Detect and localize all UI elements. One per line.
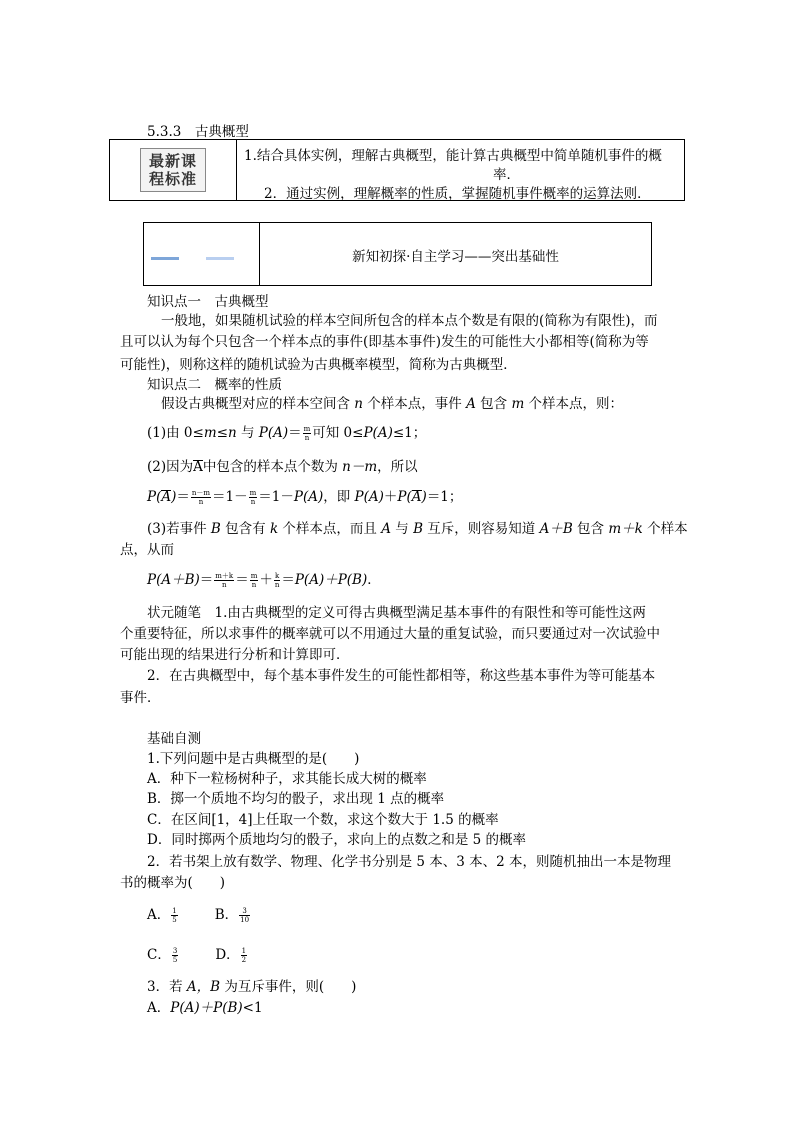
banner-stripe-2 [206, 257, 234, 260]
fraction-m-over-n: $\frac{m}{n}$ [303, 425, 311, 442]
note-line-5: 事件． [120, 690, 161, 706]
standards-text-cell [237, 140, 685, 201]
question-3-option-a: A．P(A)＋P(B)<1 [147, 1000, 263, 1016]
k1-heading: 知识点一 古典概型 [147, 294, 269, 310]
question-2-options-cd: C． $\frac{3}{5}$ D． $\frac{1}{2}$ [147, 947, 247, 964]
question-1: 1.下列问题中是古典概型的是( ) [147, 751, 360, 767]
note-line-3: 可能出现的结果进行分析和计算即可． [120, 647, 350, 663]
k2-item-2-formula: P(A)＝ $\frac{n-m}{n}$ ＝1－ $\frac{m}{n}$ ＝1－P(A)，即 P(A)＋P(A)＝1； [147, 489, 463, 506]
question-2-line-2: 书的概率为( ) [120, 875, 226, 891]
badge-line-2: 程标准 [148, 170, 197, 188]
banner-title: 新知初探·自主学习——突出基础性 [352, 249, 559, 265]
section-banner [143, 222, 652, 286]
k2-item-3: (3)若事件 B 包含有 k 个样本点，而且 A 与 B 互斥，则容易知道 A＋B 包含 m＋k 个样本 [147, 521, 688, 537]
fraction-1-5: $\frac{1}{5}$ [172, 907, 177, 924]
fraction-m-over-n-2: $\frac{m}{n}$ [249, 489, 257, 506]
fraction-n-minus-m-over-n: $\frac{n-m}{n}$ [191, 489, 211, 506]
question-1-option-a: A．种下一粒杨树种子，求其能长成大树的概率 [147, 771, 427, 787]
curriculum-standards-table [109, 139, 685, 201]
k1-para-line-3: 可能性)，则称这样的随机试验为古典概率模型，简称为古典概型． [120, 357, 517, 373]
k1-para-line-2: 且可以认为每个只包含一个样本点的事件(即基本事件)发生的可能性大小都相等(简称为等 [120, 334, 649, 350]
note-line-1: 状元随笔 1.由古典概型的定义可得古典概型满足基本事件的有限性和等可能性这两 [147, 605, 646, 621]
question-2-line-1: 2．若书架上放有数学、物理、化学书分别是 5 本、3 本、2 本，则随机抽出一本是物理 [147, 854, 672, 870]
k2-heading: 知识点二 概率的性质 [147, 377, 282, 393]
badge-line-1: 最新课 [148, 152, 197, 170]
question-2-options-ab: A． $\frac{1}{5}$ B． $\frac{3}{10}$ [147, 907, 250, 924]
curriculum-standards-badge [140, 148, 206, 192]
fraction-3-5: $\frac{3}{5}$ [172, 947, 178, 964]
standard-1-cont: 率． [493, 167, 520, 183]
question-1-option-d: D．同时掷两个质地均匀的骰子，求向上的点数之和是 5 的概率 [147, 832, 526, 848]
note-line-2: 个重要特征，所以求事件的概率就可以不用通过大量的重复试验，而只要通过对一次试验中 [120, 626, 660, 642]
k2-item-2: (2)因为A中包含的样本点个数为 n－m，所以 [147, 459, 418, 475]
fraction-1-2: $\frac{1}{2}$ [241, 947, 247, 964]
standard-2: 2．通过实例，理解概率的性质，掌握随机事件概率的运算法则． [264, 186, 651, 202]
section-title: 5.3.3 古典概型 [147, 124, 249, 140]
question-1-option-c: C．在区间[1，4]上任取一个数，求这个数大于 1.5 的概率 [147, 812, 499, 828]
test-heading: 基础自测 [147, 731, 201, 747]
k2-item-3-formula: P(A＋B)＝ $\frac{m+k}{n}$ ＝ $\frac{m}{n}$ ＋ $\frac{k}{n}$ ＝P(A)＋P(B)． [147, 572, 381, 589]
fraction-k-over-n: $\frac{k}{n}$ [274, 572, 280, 589]
question-3: 3．若 A，B 为互斥事件，则( ) [147, 979, 357, 995]
k2-item-1: (1)由 0≤m≤n 与 P(A)＝ $\frac{m}{n}$ 可知 0≤P(A)≤1； [147, 425, 427, 442]
k1-para-line-1: 一般地，如果随机试验的样本空间所包含的样本点个数是有限的(简称为有限性)，而 [161, 313, 658, 329]
k2-item-3-cont: 点，从而 [120, 542, 174, 558]
banner-decoration [144, 223, 260, 285]
standards-badge-cell [110, 140, 237, 201]
fraction-3-10: $\frac{3}{10}$ [240, 907, 250, 924]
banner-stripe-1 [151, 257, 179, 260]
standard-1: 1.结合具体实例，理解古典概型，能计算古典概型中简单随机事件的概 [244, 148, 662, 164]
note-line-4: 2．在古典概型中，每个基本事件发生的可能性都相等，称这些基本事件为等可能基本 [147, 668, 656, 684]
k2-intro: 假设古典概型对应的样本空间含 n 个样本点，事件 A 包含 m 个样本点，则： [161, 396, 624, 412]
fraction-m-plus-k-over-n: $\frac{m+k}{n}$ [215, 572, 234, 589]
question-1-option-b: B．掷一个质地不均匀的骰子，求出现 1 点的概率 [147, 791, 445, 807]
fraction-m-over-n-3: $\frac{m}{n}$ [250, 572, 258, 589]
